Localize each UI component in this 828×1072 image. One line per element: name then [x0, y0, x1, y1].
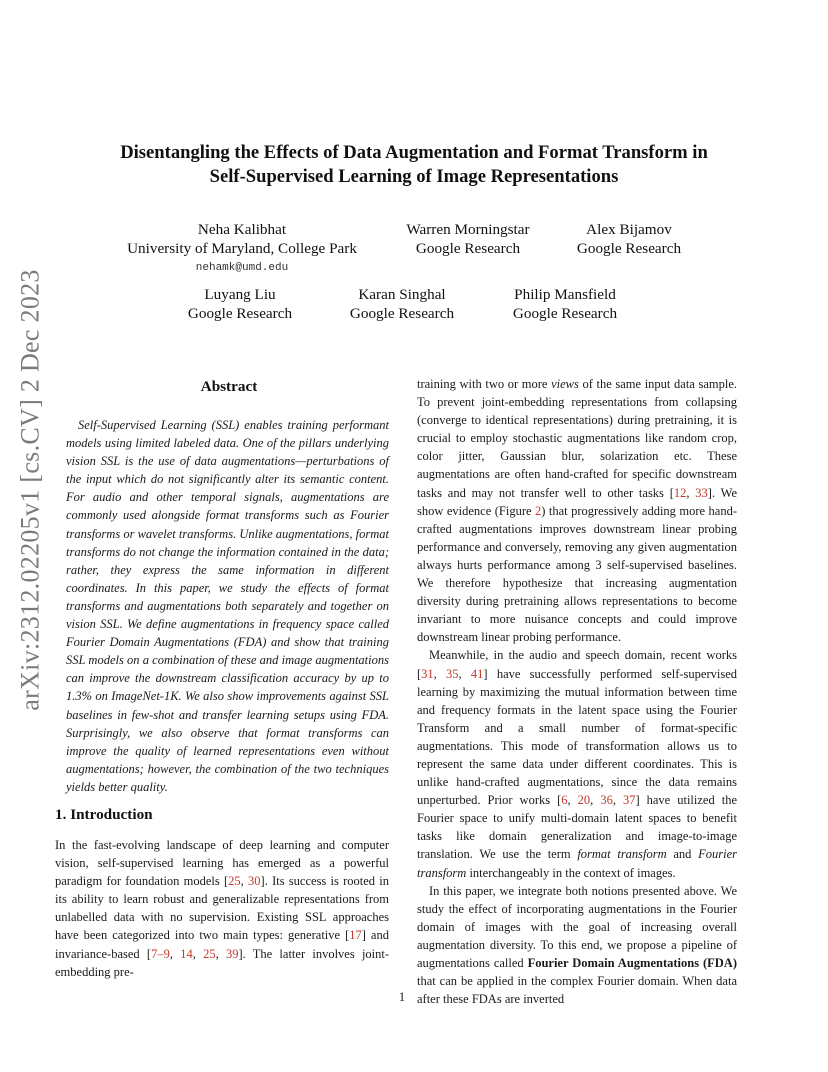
abstract-heading: Abstract — [200, 378, 258, 395]
text-run: that can be applied in the complex Fourier domain. When data after these FDAs are inverted — [417, 974, 737, 1007]
author-name: Warren Morningstar — [406, 221, 530, 238]
paper-title — [60, 141, 768, 189]
author-block-2 — [398, 220, 538, 258]
bold-fda-term: Fourier Domain Augmentations (FDA) — [527, 956, 737, 970]
author-name: Karan Singhal — [358, 286, 446, 303]
text-run: , — [192, 946, 204, 961]
citation-link[interactable]: 35 — [446, 666, 459, 681]
text-run: , — [686, 485, 696, 500]
right-column — [417, 375, 737, 1008]
text-run: , — [590, 793, 601, 808]
emphasis-views: views — [551, 377, 579, 391]
author-block-5 — [342, 285, 462, 323]
introduction-heading: 1. Introduction — [55, 806, 153, 823]
right-paragraph-2 — [417, 646, 737, 881]
text-run: of the same input data sample. To prevent joint-embedding representations from collapsing (converge to identical representations) during pretraining, it is crucial to employ stochastic augmentations like random crop, color jitter, Gaussian blur, solarization etc. These augmentations are often hand-crafted for specific downstream tasks and may not transfer well to other tasks [ — [417, 377, 737, 500]
author-block-1 — [122, 220, 362, 275]
text-run: , — [612, 793, 623, 808]
citation-link[interactable]: 20 — [577, 793, 591, 808]
page-number: 1 — [398, 990, 406, 1004]
citation-link[interactable]: 14 — [180, 946, 193, 961]
author-name: Alex Bijamov — [586, 221, 672, 238]
author-block-4 — [180, 285, 300, 323]
author-block-3 — [566, 220, 692, 258]
text-run: , — [567, 793, 578, 808]
intro-paragraph-1 — [55, 836, 389, 981]
abstract-body — [66, 416, 389, 796]
text-run: ] have utilized the Fourier space to unify multi-domain latent spaces to benefit tasks like domain generalization and image-to-image translation. We use the term — [417, 793, 738, 862]
citation-link[interactable]: 39 — [225, 946, 239, 961]
citation-link[interactable]: 25 — [203, 946, 216, 961]
text-run: training with two or more — [417, 377, 552, 391]
text-run: and — [666, 847, 699, 862]
emphasis-format-transform: format transform — [577, 847, 667, 862]
author-affiliation: Google Research — [415, 240, 521, 257]
figure-reference-link[interactable]: 2 — [535, 503, 542, 518]
text-run: ] have successfully performed self-supervised learning by maximizing the mutual information between time and frequency formats in the latent space using the Fourier Transform and a small number of format-specific augmentations. This mode of transformation allows us to represent the same data under different coordinates. This is unlike hand-crafted augmentations, since the data remains unperturbed. Prior works [ — [417, 666, 737, 808]
text-run: , — [215, 946, 226, 961]
text-run: In the fast-evolving landscape of deep learning and computer vision, self-supervised learning has emerged as a powerful paradigm for foundation models [ — [55, 838, 389, 889]
text-run: In this paper, we integrate both notions presented above. We study the effect of incorporating augmentations in the Fourier domain of images with the goal of increasing overall augmentation diversity. To this end, we propose a pipeline of augmentations called — [417, 883, 737, 970]
text-run: , — [433, 666, 447, 681]
arxiv-identifier — [14, 269, 48, 711]
arxiv-identifier-text: arXiv:2312.02205v1 [cs.CV] 2 Dec 2023 — [16, 269, 46, 711]
citation-link[interactable]: 37 — [622, 793, 636, 808]
author-block-6 — [504, 285, 626, 323]
author-name: Philip Mansfield — [514, 286, 616, 303]
text-run: ]. We show evidence (Figure — [417, 485, 737, 518]
author-affiliation: Google Research — [512, 305, 618, 322]
citation-link[interactable]: 31 — [421, 666, 434, 681]
citation-link[interactable]: 6 — [561, 793, 568, 808]
text-run: ] and invariance-based [ — [55, 928, 389, 961]
author-affiliation: Google Research — [187, 305, 293, 322]
text-run: interchangeably in the context of images. — [466, 865, 676, 880]
right-paragraph-1 — [417, 375, 737, 646]
author-name: Luyang Liu — [204, 286, 276, 303]
author-name: Neha Kalibhat — [197, 221, 287, 238]
text-run: ]. Its success is rooted in its ability to learn robust and generalizable representations from unlabelled data with no supervision. Existing SSL approaches have been categorized into two main types: generative [ — [55, 874, 390, 943]
title-line-1: Disentangling the Effects of Data Augmentation and Format Transform in — [120, 142, 708, 163]
text-run: , — [240, 874, 249, 889]
citation-link[interactable]: 25 — [228, 874, 241, 889]
citation-link[interactable]: 30 — [248, 874, 261, 889]
author-affiliation: Google Research — [349, 305, 455, 322]
citation-link[interactable]: 33 — [695, 485, 708, 500]
author-email[interactable]: nehamk@umd.edu — [195, 262, 289, 274]
citation-link[interactable]: 17 — [349, 928, 362, 943]
right-paragraph-3 — [417, 882, 737, 1009]
text-run: ]. The latter involves joint-embedding pre- — [55, 946, 390, 979]
introduction-left-column — [55, 836, 389, 981]
text-run: , — [169, 946, 181, 961]
abstract-paragraph: Self-Supervised Learning (SSL) enables training performant models using limited labeled data. One of the pillars underlying vision SSL is the use of data augmentations—perturbations of the input which do not significantly alter its semantic content. For audio and other temporal signals, augmentations are commonly used alongside format transforms such as Fourier transforms or wavelet transforms. Unlike augmentations, format transforms do not change the information contained in the data; rather, they express the same information in different coordinates. In this paper, we study the effects of format transforms and augmentations both separately and together on vision SSL. We define augmentations in frequency space called Fourier Domain Augmentations (FDA) and show that training SSL models on a combination of these and image augmentations can improve the downstream classification accuracy by up to 1.3% on ImageNet-1K. We also show improvements against SSL baselines in few-shot and transfer learning setups using FDA. Surprisingly, we also observe that format transforms can improve the quality of learned representations even without augmentations; however, the combination of the two techniques yields better quality. — [66, 418, 389, 794]
citation-link[interactable]: 7–9 — [151, 946, 170, 961]
citation-link[interactable]: 36 — [600, 793, 613, 808]
citation-link[interactable]: 12 — [673, 485, 687, 500]
emphasis-fourier-transform: Fourier transform — [417, 847, 737, 880]
text-run: , — [458, 666, 471, 681]
citation-link[interactable]: 41 — [470, 666, 484, 681]
text-run: ) that progressively adding more hand-crafted augmentations improves downstream linear probing performance and conversely, removing any given augmentation always hurts performance among 3 self-supervised baselines. We therefore hypothesize that increasing augmentation diversity during pretraining allows representations to become invariant to more nuisance concepts and could improve downstream linear probing performance. — [417, 503, 737, 645]
author-affiliation: University of Maryland, College Park — [127, 240, 357, 257]
author-affiliation: Google Research — [576, 240, 682, 257]
text-run: Meanwhile, in the audio and speech domain, recent works [ — [417, 648, 737, 681]
title-line-2: Self-Supervised Learning of Image Representations — [209, 166, 619, 187]
